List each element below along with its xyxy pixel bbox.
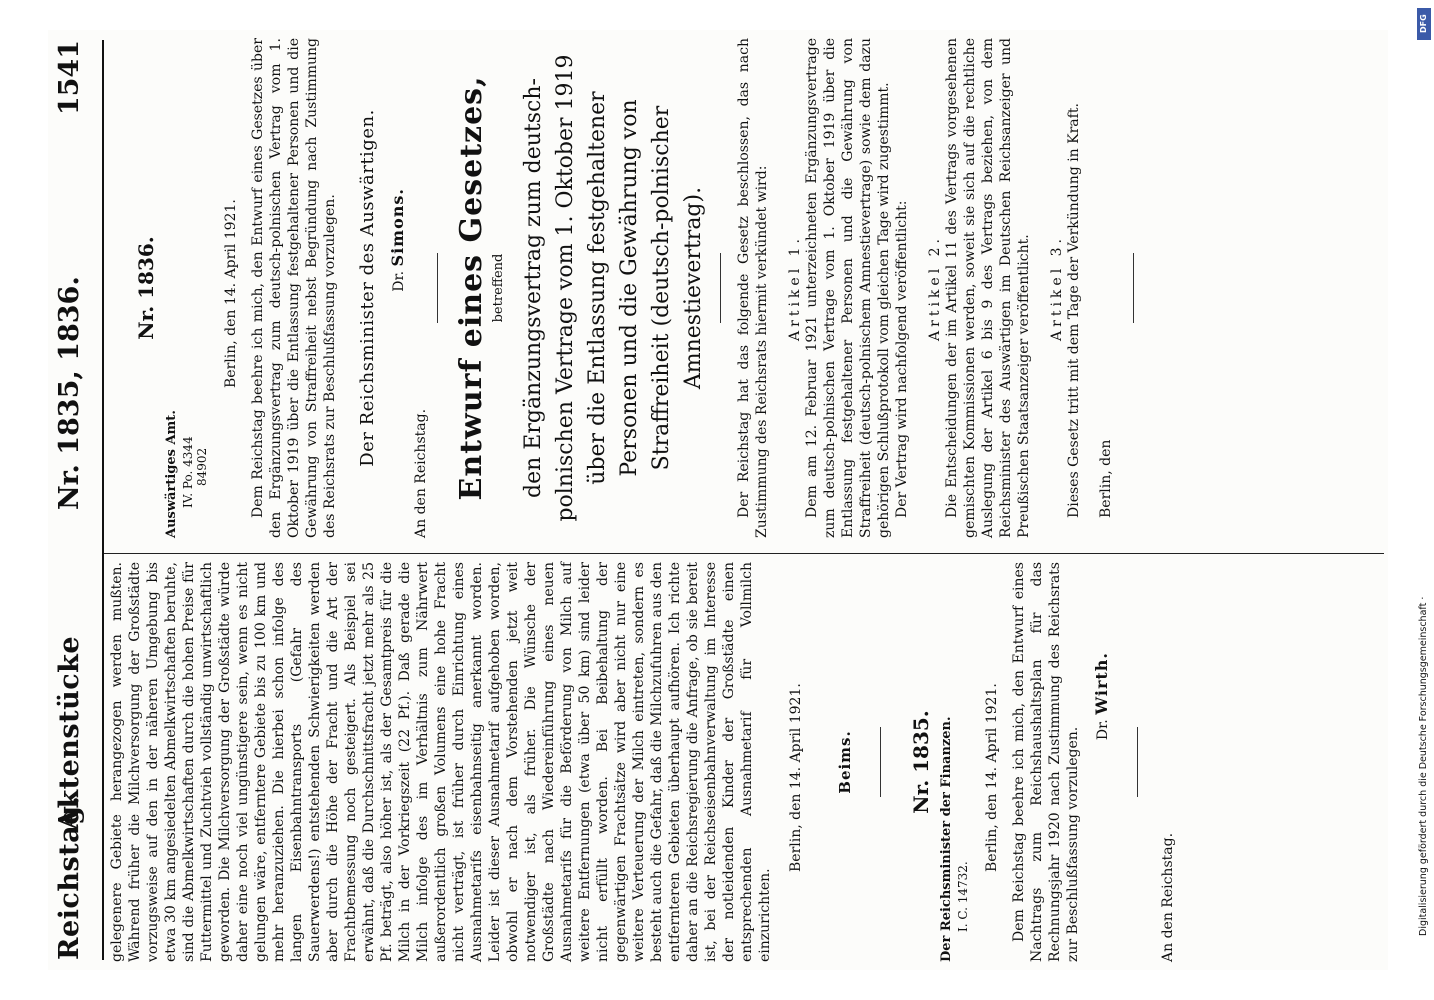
article-text: Die Entscheidungen der im Artikel 11 des Vertrags vorgesehenen gemischten Kommissionen werden, soweit sie sich auf die rechtliche Auslegung der Artikel 6 bis 9 des Vertrags beziehen, von dem Reichsminister des Auswärtigen im Deutschen Reichsanzeiger und Preußischen Staatsanzeiger veröffentlicht. [944,38,1032,538]
left-column [108,562,1176,962]
continuation-text: gelegenere Gebiete herangezogen werden mußten. Während früher die Milchversorgung der Großstädte vorzugsweise auf den in der näheren Umgebung bis etwa 30 km angesiedelten Abmelkwirtschaften beruhte, sind die Abmelkwirtschaften durch die hohen Preise für Futtermittel und Zuchtvieh vollständig unwirtschaftlich geworden. Die Milchversorgung der Großstädte würde daher eine noch viel ungünstigere sein, wenn es nicht gelungen wäre, entferntere Gebiete bis zu 100 km und mehr heranzuziehen. Die hierbei schon infolge des langen Eisenbahntransports (Gefahr des Sauerwerdens!) entstehenden Schwierigkeiten werden aber durch die Höhe der Fracht und die Art der Frachtbemessung noch gesteigert. Als Beispiel sei erwähnt, daß die Durchschnittsfracht jetzt mehr als 25 Pf. beträgt, also höher ist, als der Gesamtpreis für die Milch in der Vorkriegszeit (22 Pf.). Daß gerade die Milch infolge des im Verhältnis zum Nährwert außerordentlich großen Volumens eine hohe Fracht nicht verträgt, ist früher durch Einrichtung eines Ausnahmetarifs eisenbahnseitig anerkannt worden. Leider ist dieser Ausnahmetarif aufgehoben worden, obwohl er nach dem Vorstehenden jetzt weit notwendiger ist, als früher. Die Wünsche der Großstädte nach Wiedereinführung eines neuen Ausnahmetarifs für die Beförderung von Milch auf weitere Entfernungen (etwa über 50 km) sind leider nicht erfüllt worden. Bei Beibehaltung der gegenwärtigen Frachtsätze wird aber nicht nur eine weitere Verteuerung der Milch eintreten, sondern es besteht auch die Gefahr, daß die Milchzufuhren aus den entfernteren Gebieten überhaupt aufhören. Ich richte daher an die Reichsregierung die Anfrage, ob sie bereit ist, bei der Reichseisenbahnverwaltung im Interesse der notleidenden Kinder der Großstädte einen entsprechenden Ausnahmetarif für Vollmilch einzurichten. [109,562,773,962]
request-text: Dem Reichstag beehre ich mich, den Entwurf eines Nachtrags zum Reichshaushaltsplan für das Rechnungsjahr 1920 nach Zustimmung des Reichsrats zur Beschlußfassung vorzulegen. [1011,562,1081,962]
header-rule [102,40,104,960]
sender-code-2: IV. Po. 4344 [181,436,195,508]
date-line-2: Berlin, den 14. April 1921. [984,683,1000,872]
signatory-2 [388,188,407,538]
sender-code: I. C. 14732. [956,861,970,932]
digitization-credit: Digitalisierung gefördert durch die Deutsche Forschungsgemeinschaft · [1418,596,1429,936]
signatory [1092,652,1111,962]
document-number-title: Nr. 1835. [909,710,933,814]
signatory-name: Wirth. [1092,652,1111,715]
sender-2: Auswärtiges Amt. [164,410,179,538]
minister-title: Der Reichsminister des Auswärtigen. [357,109,378,467]
right-column [108,38,1134,538]
bill-heading: Entwurf eines Gesetzes, [454,75,489,501]
header-document-numbers: Nr. 1835, 1836. [54,276,85,510]
preamble: Der Reichstag hat das folgende Gesetz beschlossen, das nach Zustimmung des Reichsrats hiermit verkündet wird: [736,38,770,538]
article-heading: Artikel 3. [1049,235,1065,341]
signature: Beims. [836,730,854,794]
section-rule-3 [437,253,438,323]
date-line-3: Berlin, den 14. April 1921. [223,199,239,388]
article-heading: Artikel 1. [787,235,803,341]
closing-line: Berlin, den [1098,439,1114,518]
header-center: Aktenstücke [54,635,85,830]
section-rule-4 [720,253,721,323]
section-rule [880,727,881,797]
signatory-prefix-2: Dr. [391,270,407,292]
article-text: Dem am 12. Februar 1921 unterzeichneten Ergänzungsvertrage zum deutsch-polnischen Vertrage vom 1. Oktober 1919 über die Entlassung festgehaltener Personen und die Gewährung von Straffreiheit (deutsch-polnischem Amnestievertrage) sowie dem dazu gehörigen Schlußprotokoll vom gleichen Tage wird zugestimmt. [804,38,892,538]
dfg-logo: DFG [1417,8,1431,40]
document-page [48,30,1388,970]
section-rule-5 [1133,253,1134,323]
column-divider [104,553,1384,554]
request-text-2: Dem Reichstag beehre ich mich, den Entwurf eines Gesetzes über den Ergänzungsvertrag zum deutsch-polnischen Vertrag vom 1. Oktober 1919 über die Entlassung festgehaltener Personen und die Gewährung von Straffreiheit nebst Begründung nach Zustimmung des Reichsrats zur Beschlußfassung vorzulegen. [250,38,338,538]
article-heading: Artikel 2. [927,235,943,341]
page-header [54,40,94,960]
document-number-title-2: Nr. 1836. [134,236,158,340]
signatory-name-2: Simons. [388,188,407,267]
page-number: 1541 [54,40,85,116]
addressee: An den Reichstag. [1160,832,1176,962]
article-text: Dieses Gesetz tritt mit dem Tage der Verkündung in Kraft. [1066,103,1082,518]
signatory-prefix: Dr. [1095,719,1111,741]
addressee-2: An den Reichstag. [413,408,429,538]
date-line: Berlin, den 14. April 1921. [788,683,804,872]
section-rule-2 [1137,727,1138,797]
sender-code-3: 84902 [195,447,209,486]
sender: Der Reichsminister der Finanzen. [939,716,954,962]
bill-subheading: betreffend [491,253,506,323]
header-left: Reichstag. [54,795,85,960]
bill-title: den Ergänzungsvertrag zum deutsch-polnischen Vertrage vom 1. Oktober 1919 über die Entlassung festgehaltener Personen und die Gewährung von Straffreiheit (deutsch-polnischer Amnestievertrag). [521,54,706,522]
article-text-2: Der Vertrag wird nachfolgend veröffentlicht: [894,200,910,518]
